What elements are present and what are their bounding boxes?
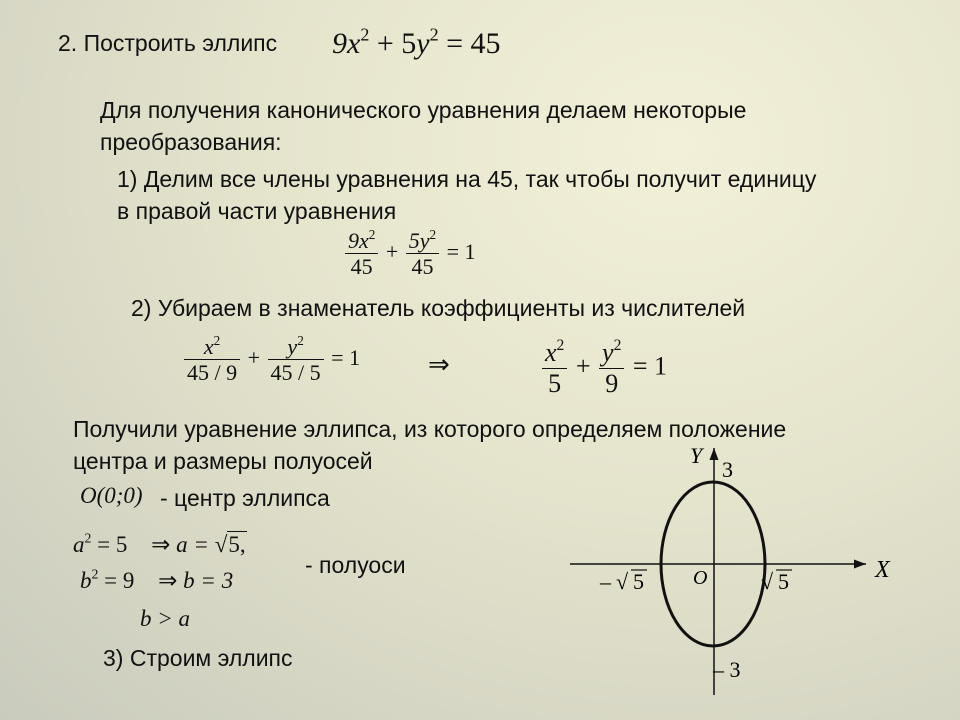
- original-equation: $9x^2 + 5y^2 = 45$: [332, 24, 501, 60]
- origin-label: O: [693, 567, 708, 589]
- intro-line-1: Для получения канонического уравнения делаем некоторые: [100, 97, 747, 123]
- right-vertex-value: 5: [778, 569, 789, 594]
- formula-canonical: $\frac{x^2}{5}$ + $\frac{y^2}{9}$ = 1: [540, 338, 667, 399]
- intro-line-2: преобразования:: [100, 129, 282, 155]
- step1-line-2: в правой части уравнения: [117, 198, 397, 224]
- step3-text: 3) Строим эллипс: [103, 645, 293, 671]
- left-vertex-value: 5: [633, 569, 644, 594]
- center-label: - центр эллипса: [160, 485, 330, 511]
- top-vertex-label: 3: [722, 457, 733, 482]
- left-vertex-sign: –: [600, 569, 611, 594]
- bottom-vertex-label: – 3: [713, 657, 741, 682]
- semi-axis-b: $b^2 = 9$ ⇒ b = 3: [80, 566, 234, 593]
- result-line-1: Получили уравнение эллипса, из которого определяем положение: [73, 416, 787, 442]
- y-axis-label: Y: [690, 443, 703, 468]
- slide-title: 2. Построить эллипс: [58, 30, 278, 56]
- x-axis-label: X: [875, 557, 890, 583]
- left-vertex-radical: √: [616, 569, 629, 594]
- formula-divided: $\frac{9x^2}{45}$ + $\frac{5y^2}{45}$ = 1: [343, 228, 476, 280]
- semi-axes-label: - полуоси: [305, 552, 406, 578]
- formula-reduced: $\frac{x^2}{45 / 9}$ + $\frac{y^2}{45 / 5}$ = 1: [182, 334, 360, 386]
- semi-axis-a: $a^2 = 5$ ⇒ a = √5,: [73, 530, 246, 557]
- semi-axis-compare: b > a: [140, 606, 191, 631]
- center-expression: O(0;0): [80, 483, 143, 508]
- step2-text: 2) Убираем в знаменатель коэффициенты из числителей: [131, 295, 746, 321]
- step1-line-1: 1) Делим все члены уравнения на 45, так чтобы получит единицу: [117, 166, 817, 192]
- result-line-2: центра и размеры полуосей: [73, 448, 373, 474]
- implies-arrow: ⇒: [428, 350, 450, 379]
- right-vertex-radical: √: [761, 569, 774, 594]
